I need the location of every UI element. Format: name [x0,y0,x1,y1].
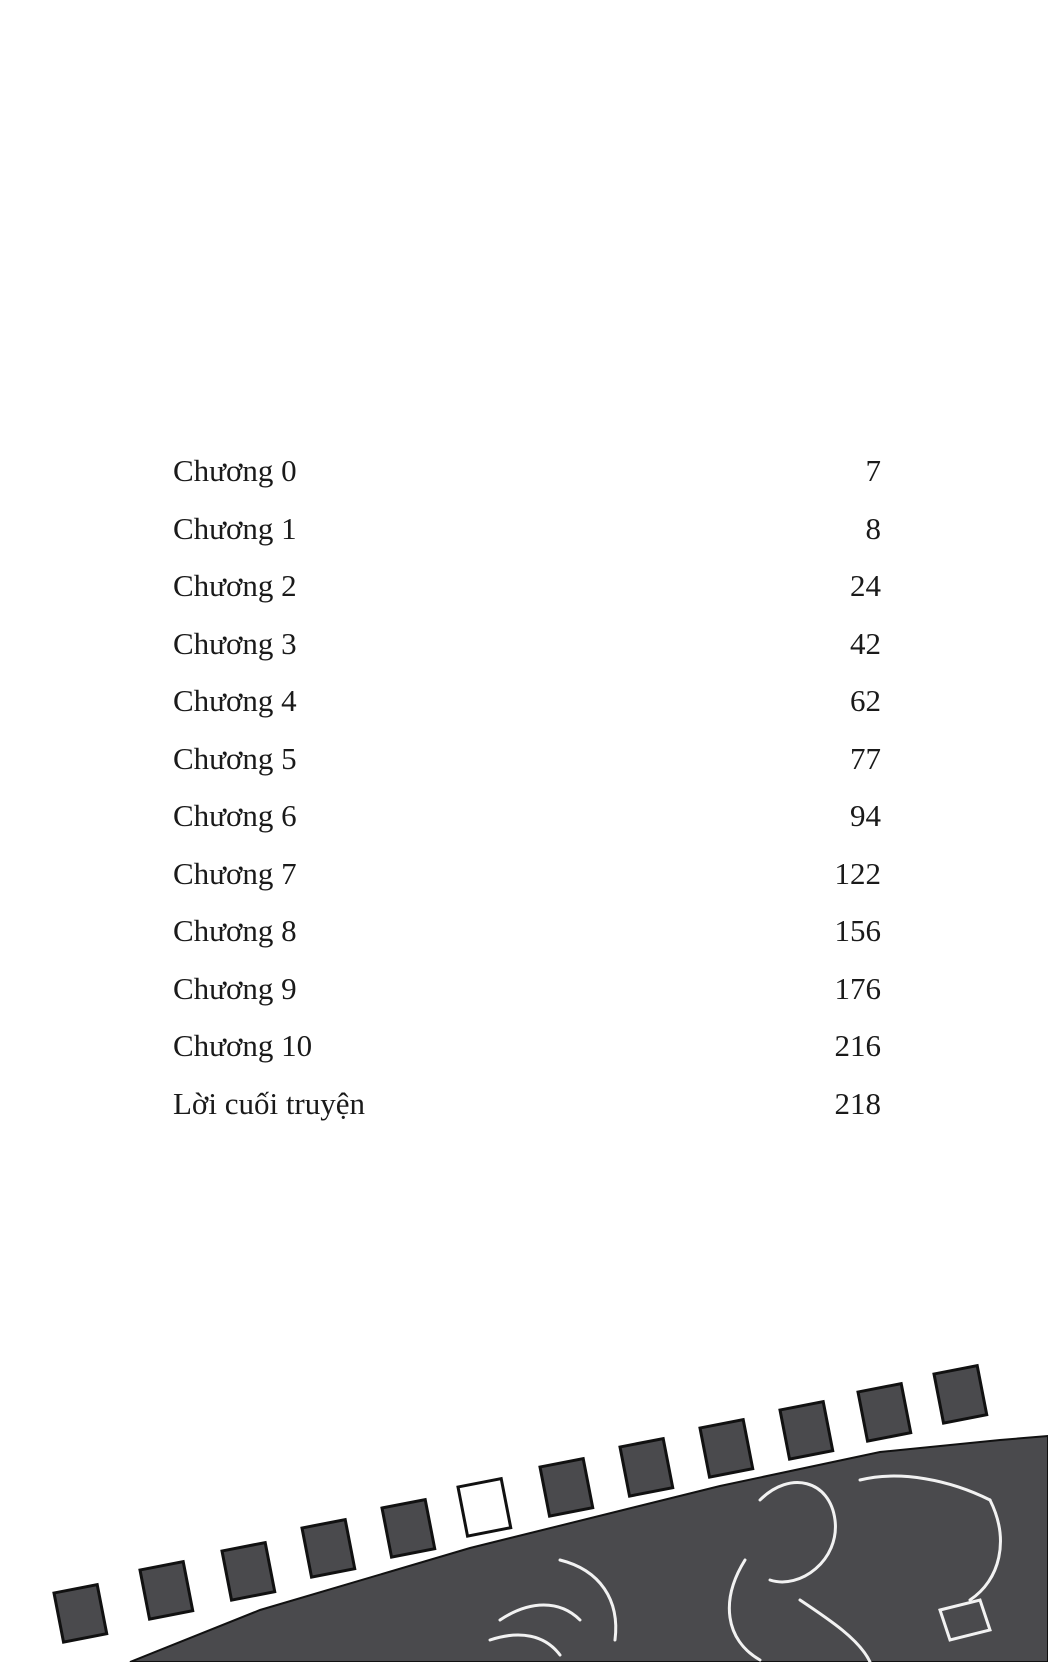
sprocket-hole [780,1402,833,1459]
toc-entry-page: 42 [850,625,881,661]
toc-entry-page: 218 [834,1085,881,1121]
toc-entry[interactable] [173,557,881,615]
sprocket-hole [858,1384,911,1441]
toc-entry[interactable] [173,1017,881,1075]
sprocket-hole [54,1585,107,1642]
sprocket-hole [934,1366,987,1423]
toc-entry[interactable] [173,845,881,903]
toc-entry-title: Chương 0 [173,453,297,488]
toc-entry-title: Chương 9 [173,970,297,1006]
sprocket-hole [458,1479,511,1536]
toc-entry-page: 176 [834,970,881,1006]
toc-entry[interactable] [173,960,881,1018]
toc-entry-title: Chương 2 [173,568,297,603]
toc-entry-title: Chương 8 [173,913,297,948]
toc-entry[interactable] [173,787,881,845]
sprocket-hole [382,1500,435,1557]
toc-entry[interactable] [173,500,881,558]
toc-entry-page: 62 [850,683,881,718]
sprocket-hole [540,1459,593,1516]
toc-entry[interactable] [173,1075,881,1133]
table-of-contents [173,442,881,1132]
sprocket-hole [302,1520,355,1577]
toc-entry-title: Chương 5 [173,740,297,776]
toc-entry-title: Chương 4 [173,683,297,718]
toc-entry[interactable] [173,672,881,730]
toc-entry-title: Chương 6 [173,798,297,833]
toc-entry-page: 8 [865,510,881,546]
toc-entry-title: Chương 10 [173,1028,313,1063]
sprocket-hole [700,1420,753,1477]
toc-entry-page: 24 [850,568,881,603]
toc-entry-page: 7 [865,453,881,488]
sprocket-hole [620,1439,673,1496]
toc-entry-page: 94 [850,798,881,833]
toc-entry-page: 156 [834,913,881,948]
toc-entry-page: 216 [834,1028,881,1063]
toc-entry[interactable] [173,442,881,500]
sprocket-hole [140,1562,193,1619]
film-strip-illustration [0,1330,1048,1662]
toc-entry[interactable] [173,730,881,788]
toc-entry[interactable] [173,615,881,673]
toc-entry-page: 77 [850,740,881,776]
toc-entry-title: Chương 1 [173,510,297,546]
toc-entry-title: Chương 3 [173,625,297,661]
sprocket-hole [222,1543,275,1600]
toc-entry-title: Lời cuối truyện [173,1085,366,1121]
toc-entry-title: Chương 7 [173,855,297,891]
toc-entry-page: 122 [834,855,881,891]
toc-entry[interactable] [173,902,881,960]
